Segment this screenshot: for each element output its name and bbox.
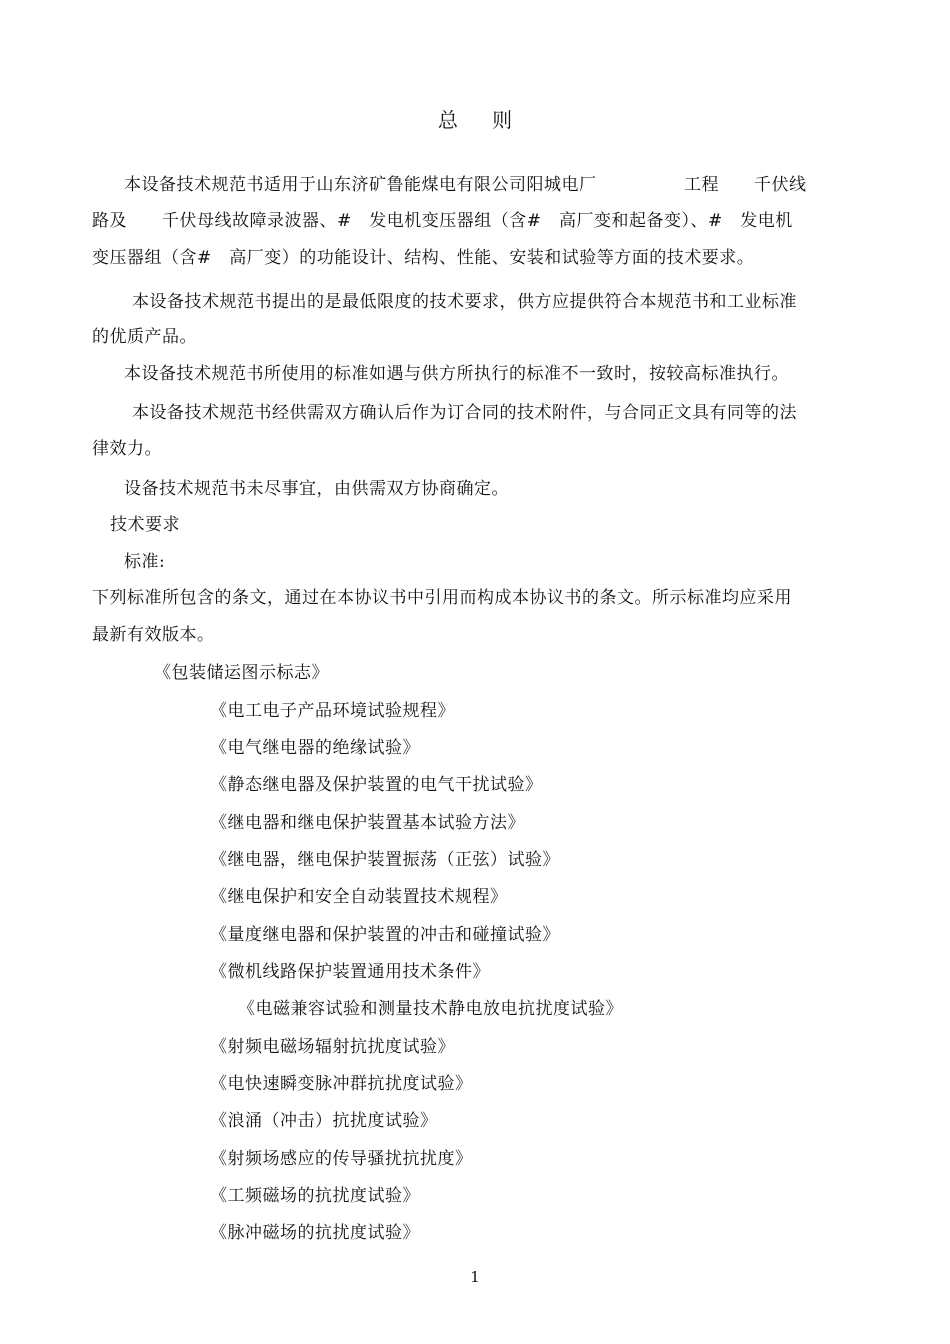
standard-list-item: 《微机线路保护装置通用技术条件》	[210, 962, 490, 982]
standard-list-item: 《包装储运图示标志》	[154, 663, 329, 683]
section-heading-tech-requirements: 技术要求	[110, 515, 180, 535]
unresolved-paragraph: 设备技术规范书未尽事宜，由供需双方协商确定。	[124, 479, 509, 499]
standards-intro-line-1: 下列标准所包含的条文，通过在本协议书中引用而构成本协议书的条文。所示标准均应采用	[92, 588, 792, 608]
standard-list-item: 《浪涌（冲击）抗扰度试验》	[210, 1111, 438, 1131]
scope-paragraph-line-3: 变压器组（含# 高厂变）的功能设计、结构、性能、安装和试验等方面的技术要求。	[92, 248, 755, 268]
standard-list-item: 《射频场感应的传导骚扰抗扰度》	[210, 1149, 473, 1169]
validity-paragraph-line-2: 律效力。	[92, 439, 162, 459]
standard-list-item: 《静态继电器及保护装置的电气干扰试验》	[210, 775, 543, 795]
section-heading-standards: 标准:	[124, 552, 166, 572]
standard-list-item: 《电工电子产品环境试验规程》	[210, 701, 455, 721]
page-number: 1	[470, 1268, 480, 1286]
standard-list-item: 《脉冲磁场的抗扰度试验》	[210, 1223, 420, 1243]
standard-list-item: 《继电器和继电保护装置基本试验方法》	[210, 813, 525, 833]
standard-list-item: 《继电保护和安全自动装置技术规程》	[210, 887, 508, 907]
validity-paragraph-line-1: 本设备技术规范书经供需双方确认后作为订合同的技术附件，与合同正文具有同等的法	[132, 403, 797, 423]
minimum-paragraph-line-2: 的优质产品。	[92, 327, 197, 347]
standard-list-item: 《电气继电器的绝缘试验》	[210, 738, 420, 758]
standard-list-item: 《工频磁场的抗扰度试验》	[210, 1186, 420, 1206]
standard-list-item: 《量度继电器和保护装置的冲击和碰撞试验》	[210, 925, 560, 945]
standard-list-item: 《电磁兼容试验和测量技术静电放电抗扰度试验》	[238, 999, 623, 1019]
standard-list-item: 《继电器，继电保护装置振荡（正弦）试验》	[210, 850, 560, 870]
standard-conflict-paragraph: 本设备技术规范书所使用的标准如遇与供方所执行的标准不一致时，按较高标准执行。	[124, 364, 789, 384]
scope-paragraph-line-1: 本设备技术规范书适用于山东济矿鲁能煤电有限公司阳城电厂 工程 千伏线	[124, 175, 807, 195]
standard-list-item: 《电快速瞬变脉冲群抗扰度试验》	[210, 1074, 473, 1094]
page-title: 总 则	[437, 108, 527, 132]
standard-list-item: 《射频电磁场辐射抗扰度试验》	[210, 1037, 455, 1057]
scope-paragraph-line-2: 路及 千伏母线故障录波器、# 发电机变压器组（含# 高厂变和起备变）、# 发电机	[92, 211, 793, 231]
standards-intro-line-2: 最新有效版本。	[92, 625, 215, 645]
minimum-paragraph-line-1: 本设备技术规范书提出的是最低限度的技术要求，供方应提供符合本规范书和工业标准	[132, 292, 797, 312]
